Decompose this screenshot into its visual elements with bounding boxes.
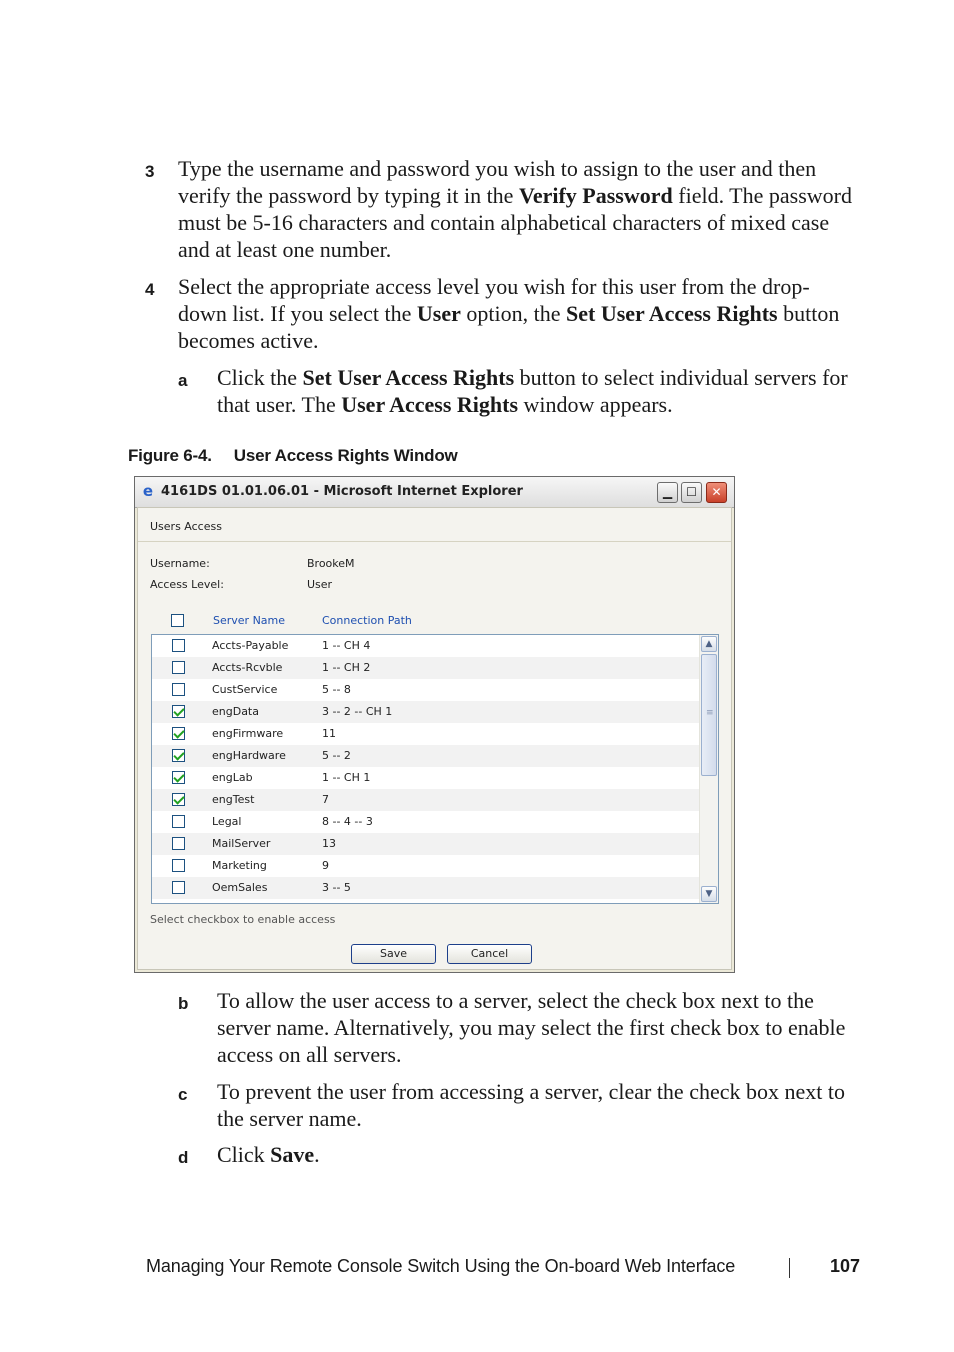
divider xyxy=(138,541,731,542)
server-name-cell: Accts-Rcvble xyxy=(212,661,283,674)
substep-text xyxy=(217,364,858,418)
scroll-down-icon[interactable]: ▼ xyxy=(701,886,717,902)
server-access-checkbox[interactable] xyxy=(172,749,185,762)
select-all-checkbox[interactable] xyxy=(171,614,184,627)
text-run: Click the xyxy=(217,365,303,390)
text-run: Type the username and password you wish to assign to the user and then verify the password by typing it in the xyxy=(178,156,817,208)
access-level-value: User xyxy=(307,578,333,591)
connection-path-cell: 5 -- 8 xyxy=(322,683,351,696)
hint-text: Select checkbox to enable access xyxy=(150,913,336,926)
maximize-button[interactable]: ☐ xyxy=(681,482,702,503)
ui-term: Verify Password xyxy=(518,183,673,208)
substep-letter: a xyxy=(178,371,188,390)
close-button[interactable]: ✕ xyxy=(706,482,727,503)
text-run: option, the xyxy=(460,301,566,326)
connection-path-cell: 13 xyxy=(322,837,336,850)
step-3 xyxy=(145,155,855,263)
table-row[interactable] xyxy=(152,767,699,789)
text-run: window appears. xyxy=(518,392,673,417)
substep-text xyxy=(217,1141,858,1168)
substep-letter: d xyxy=(178,1148,189,1167)
step-text xyxy=(178,273,855,354)
substep-c xyxy=(178,1078,858,1132)
connection-path-cell: 7 xyxy=(322,793,329,806)
scroll-thumb[interactable] xyxy=(701,654,717,776)
server-access-checkbox[interactable] xyxy=(172,859,185,872)
server-name-cell: CustService xyxy=(212,683,278,696)
connection-path-cell: 3 -- 2 -- CH 1 xyxy=(322,705,393,718)
substep-letter: b xyxy=(178,994,189,1013)
server-access-checkbox[interactable] xyxy=(172,727,185,740)
figure-number: Figure 6-4. xyxy=(128,446,212,465)
access-level-label: Access Level: xyxy=(150,578,224,591)
connection-path-cell: 11 xyxy=(322,727,336,740)
connection-path-cell: 3 -- 5 xyxy=(322,881,351,894)
column-header-server-name[interactable]: Server Name xyxy=(213,614,286,627)
grip-icon: ≡ xyxy=(706,708,714,718)
table-row[interactable] xyxy=(152,723,699,745)
page-number: 107 xyxy=(830,1256,861,1276)
server-name-cell: engFirmware xyxy=(212,727,284,740)
save-button[interactable]: Save xyxy=(351,944,436,964)
scroll-up-icon[interactable]: ▲ xyxy=(701,636,717,652)
ui-term: User xyxy=(416,301,461,326)
step-number: 3 xyxy=(145,162,155,181)
username-label: Username: xyxy=(150,557,210,570)
server-name-cell: engLab xyxy=(212,771,253,784)
substep-d xyxy=(178,1141,858,1168)
server-name-cell: engHardware xyxy=(212,749,286,762)
cancel-button[interactable]: Cancel xyxy=(447,944,532,964)
figure-caption xyxy=(128,446,458,466)
figure-title: User Access Rights Window xyxy=(233,446,458,465)
table-row[interactable] xyxy=(152,833,699,855)
text-run: Click xyxy=(217,1142,271,1167)
substep-a xyxy=(178,364,858,418)
table-row[interactable] xyxy=(152,811,699,833)
ui-term: Set User Access Rights xyxy=(566,301,778,326)
table-row[interactable] xyxy=(152,789,699,811)
server-access-checkbox[interactable] xyxy=(172,837,185,850)
substep-text xyxy=(217,987,858,1068)
table-row[interactable] xyxy=(152,635,699,657)
running-footer: Managing Your Remote Console Switch Using the On-board Web Interface xyxy=(146,1256,736,1276)
server-name-cell: MailServer xyxy=(212,837,271,850)
ui-term: Set User Access Rights xyxy=(302,365,515,390)
username-value: BrookeM xyxy=(307,557,355,570)
server-access-checkbox[interactable] xyxy=(172,793,185,806)
window-client-area xyxy=(137,507,732,970)
window-titlebar[interactable] xyxy=(135,477,734,508)
connection-path-cell: 5 -- 2 xyxy=(322,749,351,762)
server-name-cell: Accts-Payable xyxy=(212,639,289,652)
server-access-checkbox[interactable] xyxy=(172,661,185,674)
connection-path-cell: 1 -- CH 2 xyxy=(322,661,371,674)
column-header-connection-path[interactable]: Connection Path xyxy=(322,614,412,627)
step-text xyxy=(178,155,855,263)
substep-text xyxy=(217,1078,858,1132)
server-list xyxy=(151,634,719,904)
connection-path-cell: 1 -- CH 1 xyxy=(322,771,371,784)
server-name-cell: Marketing xyxy=(212,859,267,872)
ie-window xyxy=(134,476,735,973)
table-row[interactable] xyxy=(152,657,699,679)
section-title: Users Access xyxy=(150,520,222,533)
ui-term: User Access Rights xyxy=(341,392,519,417)
text-run: button to select individual servers for that user. The xyxy=(217,365,848,417)
footer-separator xyxy=(789,1258,790,1278)
server-access-checkbox[interactable] xyxy=(172,639,185,652)
text-run: Select the appropriate access level you wish for this user from the drop-down list. If you select the xyxy=(178,274,810,326)
table-row[interactable] xyxy=(152,855,699,877)
minimize-button[interactable]: ▁ xyxy=(657,482,678,503)
step-4 xyxy=(145,273,855,354)
server-name-cell: engData xyxy=(212,705,259,718)
server-access-checkbox[interactable] xyxy=(172,815,185,828)
text-run: button becomes active. xyxy=(178,301,840,353)
server-access-checkbox[interactable] xyxy=(172,771,185,784)
server-access-checkbox[interactable] xyxy=(172,881,185,894)
step-number: 4 xyxy=(145,280,155,299)
server-access-checkbox[interactable] xyxy=(172,705,185,718)
vertical-scrollbar[interactable] xyxy=(699,635,718,903)
substep-letter: c xyxy=(178,1085,188,1104)
text-run: . xyxy=(314,1142,320,1167)
substep-b xyxy=(178,987,858,1068)
window-title: 4161DS 01.01.06.01 - Microsoft Internet Explorer xyxy=(161,484,523,499)
server-name-cell: OemSales xyxy=(212,881,268,894)
ui-term: Save xyxy=(270,1142,315,1167)
connection-path-cell: 9 xyxy=(322,859,329,872)
server-name-cell: engTest xyxy=(212,793,255,806)
table-row[interactable] xyxy=(152,877,699,899)
text-run: To allow the user access to a server, select the check box next to the server name. Alternatively, you may select the first check box to enable access on all servers. xyxy=(217,988,846,1067)
connection-path-cell: 1 -- CH 4 xyxy=(322,639,371,652)
table-row[interactable] xyxy=(152,701,699,723)
server-access-checkbox[interactable] xyxy=(172,683,185,696)
text-run: field. The password must be 5-16 characters and contain alphabetical characters of mixed case and at least one number. xyxy=(178,183,852,262)
ie-icon: e xyxy=(142,482,154,500)
connection-path-cell: 8 -- 4 -- 3 xyxy=(322,815,373,828)
table-row[interactable] xyxy=(152,679,699,701)
table-row[interactable] xyxy=(152,745,699,767)
text-run: To prevent the user from accessing a server, clear the check box next to the server name. xyxy=(217,1079,845,1131)
server-name-cell: Legal xyxy=(212,815,242,828)
